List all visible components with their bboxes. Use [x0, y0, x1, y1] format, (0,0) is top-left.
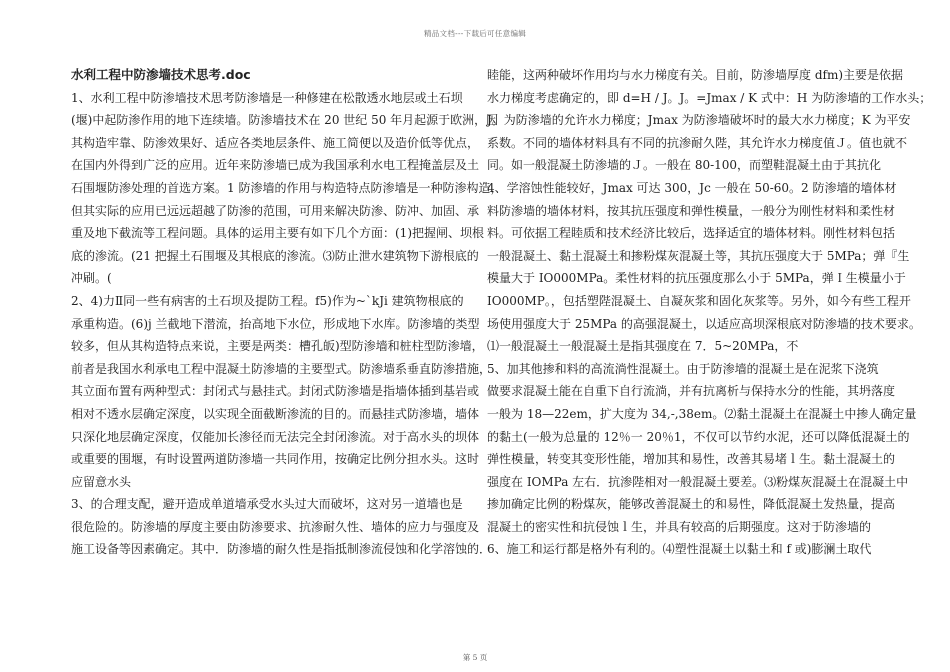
right-column-text-line: 5、加其他掺和料的高流淌性混凝土。由于防渗墙的混凝土是在泥浆下浇筑 — [487, 361, 879, 376]
right-column-text-line: 同。如一般混凝土防渗墙的Ｊ。一般在 80-100，而塑鞋混凝土由于其抗化 — [487, 158, 882, 173]
right-column-text-line: 的黏土(一般为总量的 12％一 20％1，不仅可以节约水泥，还可以降低混凝土的 — [487, 429, 910, 444]
right-column-text-line: 做要求混凝土能在自重下自行流淌，并有抗离析与保持水分的性能，其坍落度 — [487, 384, 896, 399]
left-column-text-line: 前者是我国水利承电工程中混凝土防渗墙的主要型式。防渗墙系垂直防渗措施， — [71, 361, 492, 376]
left-column-text-line: 冲刷。( — [71, 271, 112, 286]
right-column-text-line: 料防渗墙的墙体材料，按其抗压强度和弹性模量，一般分为刚性材料和柔性材 — [487, 203, 896, 218]
left-column-text-line: 只深化地层确定深度，仅能加长渗径而无法完全封闭渗流。对于高水头的坝体 — [71, 429, 480, 444]
right-column-text-line: 4、学溶蚀性能较好，Jmax 可达 300，Jc 一般在 50-60。2 防渗墙的墙体材 — [487, 180, 897, 195]
left-column-text-line: 或重要的围堰，有时设置两道防渗墙一共同作用，按确定比例分担水头。这时 — [71, 452, 480, 467]
right-column-text-line: 6、施工和运行都是格外有利的。⑷塑性混凝土以黏土和 f 或)膨澜土取代 — [487, 542, 872, 557]
left-column-text-line: 重及地下截流等工程问题。具体的运用主要有如下几个方面：(1)把握闸、坝根 — [71, 226, 485, 241]
left-column-text-line: 在国内外得到广泛的应用。近年来防渗墙已成为我国承利水电工程掩盖层及土 — [71, 158, 480, 173]
left-column-text-line: 其构造牢靠、防渗效果好、适应各类地层条件、施工简便以及造价低等优点， — [71, 135, 480, 150]
left-column-text-line: 底的渗流。(21 把握土石围堰及其根底的渗流。⑶防止泄水建筑物下游根底的 — [71, 248, 479, 263]
left-column-text-line: 应留意水头 — [71, 474, 132, 489]
left-column-text-line: 石围堰防渗处理的首选方案。1 防渗墙的作用与构造特点防渗墙是一种防渗构造， — [71, 180, 503, 195]
right-column-text-line: J。为防渗墙的允许水力梯度；Jmax 为防渗墙破坏时的最大水力梯度；K 为平安 — [487, 113, 911, 128]
right-column-text-line: ⑴一般混凝土一般混凝土是指其强度在 7．5~20MPa，不 — [487, 339, 799, 354]
left-column-text-line: 施工设备等因素确定。其中．防渗墙的耐久性是指抵制渗流侵蚀和化学溶蚀的． — [71, 542, 492, 557]
right-column-text-line: 模量大于 IO000MPa。柔性材料的抗压强度那么小于 5MPa，弹Ｉ生模量小于 — [487, 271, 906, 286]
right-column-text-line: 场使用强度大于 25MPa 的高强混凝土，以适应高坝深根底对防渗墙的技术要求。 — [487, 316, 921, 331]
page-footer: 第 5 页 — [462, 653, 488, 662]
left-column-text-line: 3、的合理支配，避开造成单道墙承受水头过大而破坏，这对另一道墙也是 — [71, 497, 463, 512]
left-column-text-line: 相对不透水层确定深度，以实现全面截断渗流的目的。而悬挂式防渗墙，墙体 — [71, 406, 480, 421]
page-header: 精品文档---下载后可任意编辑 — [423, 29, 527, 38]
right-column — [487, 64, 932, 561]
right-column-text-line: 掺加确定比例的粉煤灰，能够改善混凝土的和易性，降低混凝土发热量，提高 — [487, 497, 896, 512]
left-column-text-line: 但其实际的应用已远远超越了防渗的范围，可用来解决防渗、防冲、加固、承 — [71, 203, 480, 218]
left-column-text-line: (堰)中起防渗作用的地下连续墙。防渗墙技术在 20 世纪 50 年月起源于欧洲，因 — [71, 113, 499, 128]
left-column-text-line: 1、水利工程中防渗墙技术思考防渗墙是一种修建在松散透水地层或土石坝 — [71, 90, 463, 105]
right-column-text-line: 系数。不同的墙体材料具有不同的抗渗耐久陛，其允许水力梯度值Ｊ。值也就不 — [487, 135, 908, 150]
right-column-text-line: 混凝土的密实性和抗侵蚀ｌ生，并具有较高的后期强度。这对于防渗墙的 — [487, 519, 872, 534]
right-column-text-line: 料。可依据工程睦质和技术经济比较后，选择适宜的墙体材料。刚性材料包括 — [487, 226, 896, 241]
left-column-text-line: 2、4)力Ⅱ同一些有病害的土石坝及提防工程。f5)作为~`kJi 建筑物根底的 — [71, 293, 464, 308]
right-column-text-line: IO000MP。，包括塑陛混凝土、自凝灰浆和固化灰浆等。另外，如今有些工程开 — [487, 293, 911, 308]
right-column-text-line: 一般混凝土、黏土混凝土和掺粉煤灰混凝土等，其抗压强度大于 5MPa；弹『生 — [487, 248, 910, 263]
left-column-text-line: 其立面布置有两种型式：封闭式与悬挂式。封闭式防渗墙是指墙体插到基岩或 — [71, 384, 480, 399]
left-column — [71, 64, 503, 561]
left-column-text-line: 很危险的。防渗墙的厚度主要由防渗要求、抗渗耐久性、墙体的应力与强度及 — [71, 519, 480, 534]
right-column-text-line: 水力梯度考虑确定的，即 d=H / J。J。=Jmax / K 式中：H 为防渗墙的工作水头； — [487, 90, 932, 105]
document-title: 水利工程中防渗墙技术思考.doc — [71, 67, 251, 82]
right-column-text-line: 弹性模量，转变其变形性能，增加其和易性，改善其易堵ｌ生。黏土混凝土的 — [487, 452, 896, 467]
left-column-text-line: 较多，但从其构造特点来说，主要是两类：槽孔皈)型防渗墙和桩柱型防渗墙， — [71, 339, 484, 354]
left-column-text-line: 承重构造。(6)j 兰截地下潜流，抬高地下水位，形成地下水库。防渗墙的类型 — [71, 316, 480, 331]
right-column-text-line: 强度在 IOMPa 左右．抗渗陛相对一般混凝土要差。⑶粉煤灰混凝土在混凝土中 — [487, 474, 909, 489]
right-column-text-line: 睦能，这两种破坏作用均与水力梯度有关。目前，防渗墙厚度 dfm)主要是依据 — [487, 68, 904, 82]
right-column-text-line: 一般为 18—22em，扩大度为 34,-,38em。⑵黏土混凝土在混凝土中掺人确定量 — [487, 406, 917, 421]
